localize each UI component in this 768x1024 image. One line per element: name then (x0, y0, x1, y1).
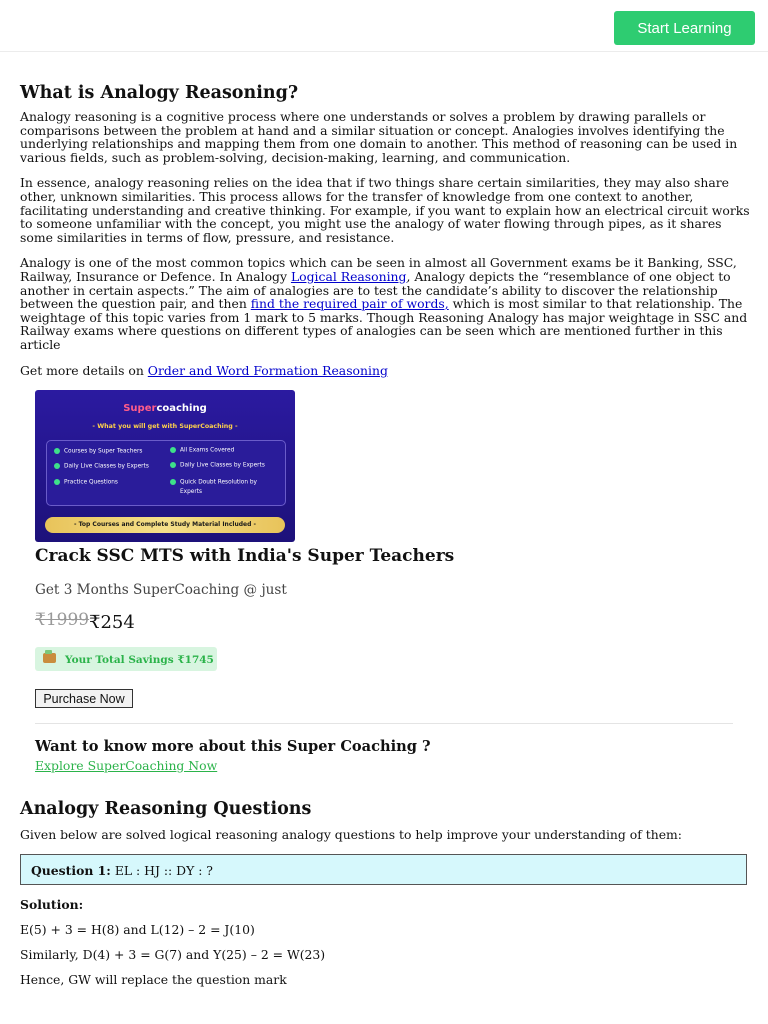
paragraph-3 (20, 256, 750, 351)
solution-line: Similarly, D(4) + 3 = G(7) and Y(25) – 2 = W(23) (20, 947, 326, 962)
banner-feature: Courses by Super Teachers (54, 448, 142, 455)
wallet-icon (43, 653, 56, 663)
banner-feature: Quick Doubt Resolution by (170, 479, 257, 486)
check-dot-icon (54, 463, 60, 469)
article-title: What is Analogy Reasoning? (20, 83, 299, 103)
banner-feature: All Exams Covered (170, 447, 234, 454)
banner-subtitle: - What you will get with SuperCoaching - (92, 423, 238, 430)
purchase-now-button[interactable]: Purchase Now (35, 689, 133, 708)
details-line (20, 364, 750, 378)
promo-offer: Get 3 Months SuperCoaching @ just (35, 582, 287, 598)
solution-line: Hence, GW will replace the question mark (20, 972, 287, 987)
question-label: Question 1: (31, 863, 111, 878)
savings-badge (35, 647, 217, 671)
new-price: ₹254 (89, 612, 135, 633)
question-box (20, 854, 747, 885)
old-price: ₹1999 (35, 610, 90, 630)
solution-line: E(5) + 3 = H(8) and L(12) – 2 = J(10) (20, 922, 255, 937)
order-word-formation-link[interactable]: Order and Word Formation Reasoning (147, 362, 388, 378)
solution-label: Solution: (20, 897, 84, 912)
details-prefix: Get more details on (20, 362, 148, 378)
divider (35, 723, 733, 724)
banner-feature-continued: Experts (180, 489, 203, 495)
savings-text: Your Total Savings ₹1745 (65, 654, 214, 666)
top-bar (0, 0, 768, 52)
article-body (20, 81, 750, 377)
check-dot-icon (54, 479, 60, 485)
check-dot-icon (54, 448, 60, 454)
question-1 (31, 863, 213, 878)
supercoaching-logo: Supercoaching (123, 403, 207, 414)
paragraph-2: In essence, analogy reasoning relies on the idea that if two things share certain similarities, they may also share other, unknown similarities. This process allows for the transfer of knowledge from one context to another, facilitating understanding and creative thinking. For example, if you want to explain how an electrical circuit works to someone unfamiliar with the concept, you might use the analogy of water flowing through pipes, as it shares some similarities in terms of flow, pressure, and resistance. (20, 175, 750, 245)
questions-intro: Given below are solved logical reasoning analogy questions to help improve your understanding of them: (20, 827, 682, 842)
banner-feature: Daily Live Classes by Experts (54, 463, 149, 470)
banner-feature: Daily Live Classes by Experts (170, 462, 265, 469)
paragraph-1: Analogy reasoning is a cognitive process where one understands or solves a problem by drawing parallels or comparisons between the problem at hand and a similar situation or concept. Analogies involves identifying the underlying relationships and mapping them from one domain to another. This method of reasoning can be used in various fields, such as problem-solving, decision-making, learning, and communication. (20, 109, 738, 165)
paragraph-3-part-b: , Analogy depicts the “resemblance of one object to another in certain aspects.” The aim of analogies are to test the candidate’s ability to discover the relationship between the question pair, and then (20, 268, 731, 312)
more-info-heading: Want to know more about this Super Coaching ? (35, 738, 431, 755)
check-dot-icon (170, 447, 176, 453)
logical-reasoning-link[interactable]: Logical Reasoning (290, 268, 407, 284)
supercoaching-banner[interactable] (35, 390, 295, 542)
check-dot-icon (170, 479, 176, 485)
explore-supercoaching-link[interactable]: Explore SuperCoaching Now (35, 758, 218, 773)
questions-heading: Analogy Reasoning Questions (20, 799, 312, 819)
question-text: EL : HJ :: DY : ? (110, 863, 213, 878)
promo-title: Crack SSC MTS with India's Super Teachers (35, 546, 455, 566)
paragraph-3-part-a: Analogy is one of the most common topics which can be seen in almost all Government exams be it Banking, SSC, Railway, Insurance or Defence. In Analogy (20, 255, 737, 284)
banner-feature: Practice Questions (54, 479, 118, 486)
banner-ribbon: - Top Courses and Complete Study Material Included - (45, 517, 285, 533)
start-learning-button[interactable]: Start Learning (614, 11, 755, 45)
find-pair-link[interactable]: find the required pair of words, (250, 296, 449, 312)
paragraph-3-part-c: which is most similar to that relationship. The weightage of this topic varies from 1 mark to 5 marks. Though Reasoning Analogy has major weightage in SSC and Railway exams where questions on different types of analogies can be seen which are mentioned further in this article (20, 296, 748, 352)
check-dot-icon (170, 462, 176, 468)
